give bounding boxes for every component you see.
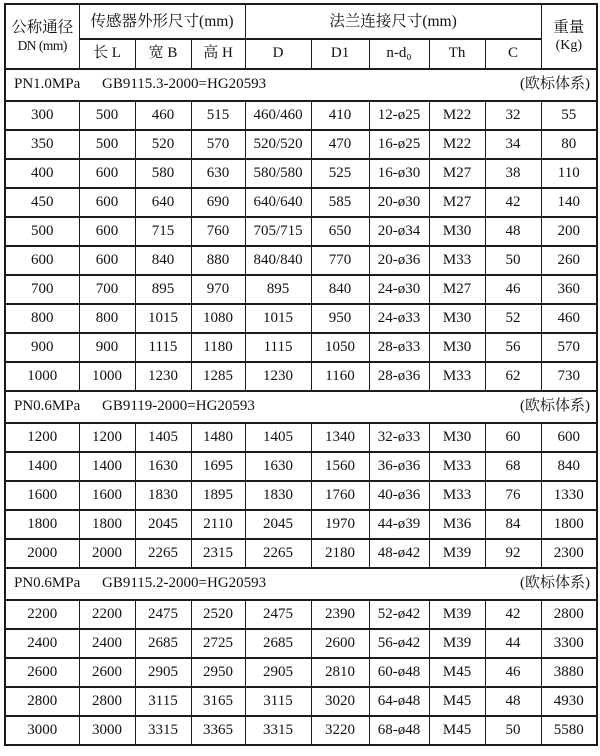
table-cell: 500 [79,130,135,159]
table-cell: 450 [5,188,79,217]
table-cell: 36-ø36 [369,452,429,481]
section-standard-label: GB9115.2-2000=HG20593 [102,575,267,592]
table-cell: 700 [5,275,79,304]
table-cell: 2200 [5,600,79,629]
table-cell: 880 [191,246,245,275]
section-header-content [6,76,596,93]
table-cell: 1015 [135,304,191,333]
table-cell: 895 [245,275,311,304]
table-cell: 460 [135,101,191,130]
table-cell: 46 [485,658,541,687]
table-row [5,101,597,130]
table-cell: 580/580 [245,159,311,188]
table-cell: 1560 [311,452,369,481]
table-cell: 1480 [191,423,245,452]
table-cell: 260 [541,246,597,275]
table-cell: M45 [429,658,485,687]
table-cell: 1830 [245,481,311,510]
table-cell: 1230 [245,362,311,391]
table-cell: M39 [429,539,485,568]
table-row [5,362,597,391]
table-cell: 80 [541,130,597,159]
table-cell: 730 [541,362,597,391]
table-cell: 1200 [5,423,79,452]
table-cell: M22 [429,130,485,159]
table-cell: 1050 [311,333,369,362]
table-cell: 1400 [79,452,135,481]
table-cell: 3365 [191,716,245,745]
table-cell: 3165 [191,687,245,716]
table-cell: 1800 [5,510,79,539]
table-cell: 32 [485,101,541,130]
table-cell: 48 [485,217,541,246]
table-row [5,333,597,362]
table-cell: 3020 [311,687,369,716]
table-cell: 2905 [135,658,191,687]
table-cell: 840 [541,452,597,481]
section-header-cell [5,69,597,101]
table-cell: 110 [541,159,597,188]
table-cell: 1830 [135,481,191,510]
table-cell: M33 [429,481,485,510]
table-cell: M33 [429,246,485,275]
table-cell: 2685 [135,629,191,658]
table-cell: 2800 [541,600,597,629]
header-weight-line1: 重量 [553,19,585,37]
section-note-label: (欧标体系) [520,575,591,592]
table-cell: 2180 [311,539,369,568]
table-cell: 1800 [541,510,597,539]
table-cell: 1340 [311,423,369,452]
table-cell: 68-ø48 [369,716,429,745]
table-cell: 600 [79,217,135,246]
table-cell: 50 [485,716,541,745]
table-cell: 525 [311,159,369,188]
table-cell: 2600 [79,658,135,687]
table-cell: 40-ø36 [369,481,429,510]
table-cell: 2905 [245,658,311,687]
header-c: C [485,39,541,69]
table-cell: 705/715 [245,217,311,246]
table-cell: 12-ø25 [369,101,429,130]
section-note-label: (欧标体系) [520,398,591,415]
table-cell: 2725 [191,629,245,658]
section-header-cell [5,391,597,423]
table-cell: 1180 [191,333,245,362]
table-cell: 2000 [79,539,135,568]
table-cell: 32-ø33 [369,423,429,452]
table-cell: M45 [429,716,485,745]
table-cell: 515 [191,101,245,130]
table-cell: 2475 [245,600,311,629]
table-cell: 1000 [5,362,79,391]
table-cell: 64-ø48 [369,687,429,716]
table-cell: 500 [5,217,79,246]
table-body [5,69,597,745]
table-cell: 2685 [245,629,311,658]
header-nominal-diameter-line1: 公称通径 [11,19,74,37]
table-cell: 3220 [311,716,369,745]
table-cell: M39 [429,629,485,658]
table-cell: M39 [429,600,485,629]
table-cell: 460 [541,304,597,333]
table-cell: 1200 [79,423,135,452]
table-cell: 200 [541,217,597,246]
table-cell: 2520 [191,600,245,629]
table-cell: 1330 [541,481,597,510]
table-cell: 800 [5,304,79,333]
table-cell: 2265 [245,539,311,568]
table-cell: 600 [541,423,597,452]
table-cell: 24-ø33 [369,304,429,333]
table-cell: 640 [135,188,191,217]
table-row [5,423,597,452]
table-cell: 2475 [135,600,191,629]
section-header-content [6,575,596,592]
table-cell: 48 [485,687,541,716]
table-cell: 2810 [311,658,369,687]
table-cell: 2110 [191,510,245,539]
section-header-row [5,568,597,600]
table-row [5,687,597,716]
table-cell: 24-ø30 [369,275,429,304]
table-cell: 650 [311,217,369,246]
header-height-h: 高 H [191,39,245,69]
table-cell: 3115 [135,687,191,716]
table-cell: M27 [429,275,485,304]
table-cell: 1000 [79,362,135,391]
table-row [5,188,597,217]
header-width-b: 宽 B [135,39,191,69]
table-cell: 1630 [245,452,311,481]
table-cell: 55 [541,101,597,130]
section-standard-label: GB9119-2000=HG20593 [102,398,255,415]
table-row [5,304,597,333]
table-cell: 2600 [5,658,79,687]
header-n-d0: n-d₀ [369,39,429,69]
table-cell: 520/520 [245,130,311,159]
table-cell: 1115 [135,333,191,362]
table-cell: 360 [541,275,597,304]
table-cell: M33 [429,452,485,481]
table-cell: 630 [191,159,245,188]
section-pressure-label: PN0.6MPa [14,398,81,415]
table-row [5,159,597,188]
table-cell: 1285 [191,362,245,391]
table-cell: 715 [135,217,191,246]
table-cell: 1970 [311,510,369,539]
table-cell: 3300 [541,629,597,658]
table-cell: 570 [191,130,245,159]
header-weight [541,4,597,69]
table-cell: 2400 [5,629,79,658]
table-cell: 20-ø34 [369,217,429,246]
table-cell: 60 [485,423,541,452]
table-row [5,539,597,568]
table-cell: 1600 [79,481,135,510]
table-cell: 28-ø33 [369,333,429,362]
section-header-content [6,398,596,415]
section-header-row [5,391,597,423]
table-cell: 1115 [245,333,311,362]
table-cell: 60-ø48 [369,658,429,687]
table-cell: M30 [429,333,485,362]
table-cell: 84 [485,510,541,539]
table-cell: 3115 [245,687,311,716]
table-cell: 140 [541,188,597,217]
table-cell: M30 [429,217,485,246]
table-cell: 76 [485,481,541,510]
table-cell: 2315 [191,539,245,568]
table-cell: 56 [485,333,541,362]
section-note-label: (欧标体系) [520,76,591,93]
table-cell: 520 [135,130,191,159]
header-row-groups [5,4,597,39]
table-cell: 52 [485,304,541,333]
table-cell: 2800 [79,687,135,716]
table-cell: 350 [5,130,79,159]
table-cell: 3000 [79,716,135,745]
table-cell: 900 [5,333,79,362]
table-row [5,600,597,629]
table-cell: 1600 [5,481,79,510]
table-cell: 2800 [5,687,79,716]
table-cell: 1895 [191,481,245,510]
table-cell: 1405 [135,423,191,452]
table-cell: 970 [191,275,245,304]
table-cell: 410 [311,101,369,130]
table-cell: 600 [5,246,79,275]
table-cell: 28-ø36 [369,362,429,391]
table-cell: 2000 [5,539,79,568]
table-cell: 1015 [245,304,311,333]
table-cell: 2045 [135,510,191,539]
table-row [5,130,597,159]
table-cell: M30 [429,304,485,333]
table-cell: 2300 [541,539,597,568]
table-cell: 2600 [311,629,369,658]
header-nominal-diameter-line2: DN (mm) [17,37,67,53]
table-cell: 56-ø42 [369,629,429,658]
table-cell: 20-ø36 [369,246,429,275]
table-cell: M27 [429,188,485,217]
table-cell: 34 [485,130,541,159]
header-th: Th [429,39,485,69]
table-cell: 585 [311,188,369,217]
table-cell: 900 [79,333,135,362]
table-cell: 800 [79,304,135,333]
table-cell: 2400 [79,629,135,658]
table-cell: M33 [429,362,485,391]
table-cell: 44-ø39 [369,510,429,539]
table-cell: 3315 [245,716,311,745]
table-cell: 1405 [245,423,311,452]
table-cell: 950 [311,304,369,333]
table-cell: 44 [485,629,541,658]
table-cell: 62 [485,362,541,391]
table-cell: 460/460 [245,101,311,130]
table-cell: M22 [429,101,485,130]
table-row [5,481,597,510]
table-header [5,4,597,69]
table-cell: 400 [5,159,79,188]
table-cell: 1400 [5,452,79,481]
table-cell: 16-ø25 [369,130,429,159]
table-cell: 770 [311,246,369,275]
table-cell: 3000 [5,716,79,745]
header-row-subcolumns [5,39,597,69]
table-cell: 600 [79,159,135,188]
table-cell: 16-ø30 [369,159,429,188]
table-cell: 2390 [311,600,369,629]
table-cell: 895 [135,275,191,304]
table-row [5,452,597,481]
table-cell: 470 [311,130,369,159]
table-cell: 690 [191,188,245,217]
section-header-cell [5,568,597,600]
table-cell: 640/640 [245,188,311,217]
table-cell: 46 [485,275,541,304]
table-cell: 760 [191,217,245,246]
table-cell: M30 [429,423,485,452]
table-cell: 2950 [191,658,245,687]
table-cell: 52-ø42 [369,600,429,629]
table-cell: 580 [135,159,191,188]
table-cell: 840/840 [245,246,311,275]
table-cell: 5580 [541,716,597,745]
table-cell: 50 [485,246,541,275]
header-sensor-dimensions-group: 传感器外形尺寸(mm) [79,4,245,39]
table-cell: 4930 [541,687,597,716]
table-cell: 2200 [79,600,135,629]
header-d1: D1 [311,39,369,69]
table-cell: 500 [79,101,135,130]
dimension-spec-table [4,3,598,746]
table-cell: 3315 [135,716,191,745]
table-cell: 3880 [541,658,597,687]
table-cell: 1080 [191,304,245,333]
table-cell: 48-ø42 [369,539,429,568]
section-standard-label: GB9115.3-2000=HG20593 [102,76,267,93]
table-cell: 42 [485,188,541,217]
header-flange-connection-group: 法兰连接尺寸(mm) [245,4,541,39]
table-cell: 1630 [135,452,191,481]
table-row [5,510,597,539]
header-nominal-diameter [5,4,79,69]
table-cell: 68 [485,452,541,481]
table-cell: 840 [135,246,191,275]
section-header-row [5,69,597,101]
table-cell: 20-ø30 [369,188,429,217]
table-cell: 600 [79,246,135,275]
table-cell: 1160 [311,362,369,391]
table-row [5,629,597,658]
table-cell: 700 [79,275,135,304]
table-cell: 1760 [311,481,369,510]
table-row [5,275,597,304]
table-row [5,658,597,687]
table-cell: 2045 [245,510,311,539]
table-cell: 1230 [135,362,191,391]
table-cell: 840 [311,275,369,304]
table-cell: 570 [541,333,597,362]
section-pressure-label: PN1.0MPa [14,76,81,93]
header-length-l: 长 L [79,39,135,69]
section-pressure-label: PN0.6MPa [14,575,81,592]
table-cell: 42 [485,600,541,629]
table-cell: 1800 [79,510,135,539]
table-row [5,716,597,745]
table-cell: 1695 [191,452,245,481]
table-cell: 38 [485,159,541,188]
header-weight-line2: (Kg) [555,38,582,54]
table-cell: 300 [5,101,79,130]
table-cell: M27 [429,159,485,188]
header-d: D [245,39,311,69]
table-cell: M45 [429,687,485,716]
table-row [5,246,597,275]
table-cell: M36 [429,510,485,539]
table-row [5,217,597,246]
table-cell: 2265 [135,539,191,568]
table-cell: 600 [79,188,135,217]
table-cell: 92 [485,539,541,568]
